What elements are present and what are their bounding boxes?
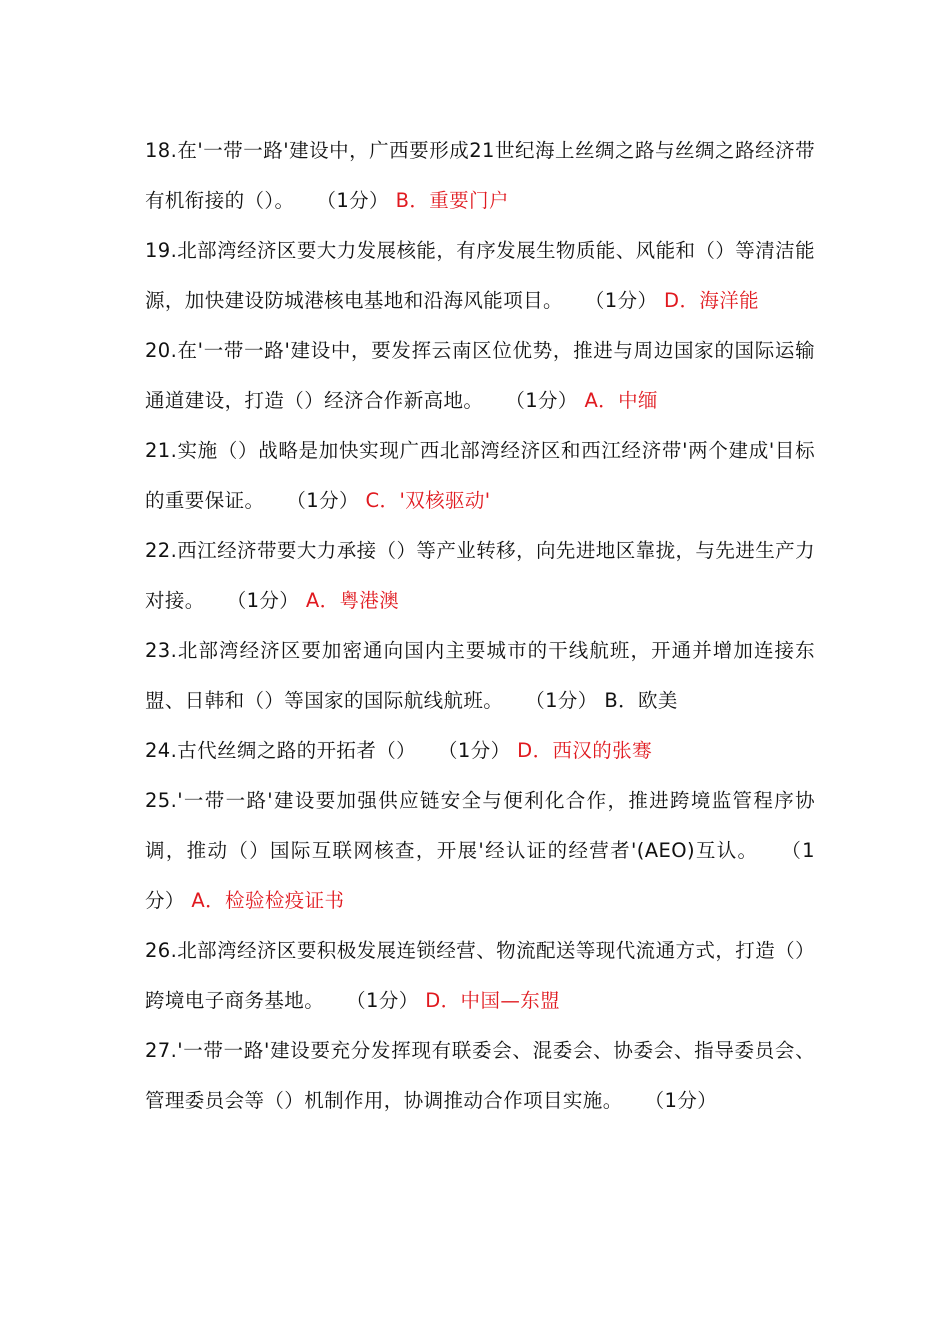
question-score: （1分） [505,389,578,412]
question-answer: D．海洋能 [664,289,760,312]
question-number: 19. [145,239,178,262]
question-score: （1分） [438,739,511,762]
question-number: 21. [145,439,178,462]
question-text: 实施（）战略是加快实现广西北部湾经济区和西江经济带'两个建成'目标的重要保证。 [145,439,815,512]
question-number: 25. [145,789,178,812]
question-number: 27. [145,1039,178,1062]
question-score: （1分） [525,689,598,712]
question-26 [145,926,815,1026]
question-21 [145,426,815,526]
question-answer: A．粤港澳 [305,589,400,612]
question-answer: B．欧美 [604,689,678,712]
question-score: （1分） [346,989,419,1012]
question-number: 26. [145,939,178,962]
question-answer: B．重要门户 [395,189,509,212]
question-19 [145,226,815,326]
question-score: （1分） [584,289,658,312]
question-number: 23. [145,639,178,662]
question-18 [145,126,815,226]
question-text: '一带一路'建设要加强供应链安全与便利化合作，推进跨境监管程序协调，推动（）国际互联网核查，开展'经认证的经营者'(AEO)互认。 [145,789,815,862]
question-22 [145,526,815,626]
question-text: '一带一路'建设要充分发挥现有联委会、混委会、协委会、指导委员会、管理委员会等（）机制作用，协调推动合作项目实施。 [145,1039,815,1112]
question-answer: C．'双核驱动' [365,489,491,512]
question-answer: D．中国—东盟 [425,989,561,1012]
question-number: 18. [145,139,178,162]
question-number: 24. [145,739,178,762]
question-text: 在'一带一路'建设中，广西要形成21世纪海上丝绸之路与丝绸之路经济带有机衔接的（）。 [145,139,815,212]
question-answer: A．中缅 [584,389,658,412]
question-score: （1分） [226,589,300,612]
question-24 [145,726,815,776]
question-answer: D．西汉的张骞 [517,739,652,762]
question-score: （1分） [286,489,359,512]
question-27 [145,1026,815,1126]
question-20 [145,326,815,426]
question-score: （1分） [644,1089,718,1112]
question-23 [145,626,815,726]
question-number: 22. [145,539,178,562]
question-text: 北部湾经济区要加密通向国内主要城市的干线航班，开通并增加连接东盟、日韩和（）等国家的国际航线航班。 [145,639,815,712]
question-text: 西江经济带要大力承接（）等产业转移，向先进地区靠拢，与先进生产力对接。 [145,539,815,612]
question-answer: A．检验检疫证书 [191,889,345,912]
question-text: 北部湾经济区要大力发展核能，有序发展生物质能、风能和（）等清洁能源，加快建设防城港核电基地和沿海风能项目。 [145,239,815,312]
question-score: （1分） [316,189,389,212]
question-number: 20. [145,339,178,362]
question-text: 在'一带一路'建设中，要发挥云南区位优势，推进与周边国家的国际运输通道建设，打造（）经济合作新高地。 [145,339,815,412]
question-25 [145,776,815,926]
question-score: （1分） [145,839,815,912]
question-text: 北部湾经济区要积极发展连锁经营、物流配送等现代流通方式，打造（）跨境电子商务基地。 [145,939,815,1012]
question-list [145,126,815,1126]
question-text: 古代丝绸之路的开拓者（） [177,739,417,762]
